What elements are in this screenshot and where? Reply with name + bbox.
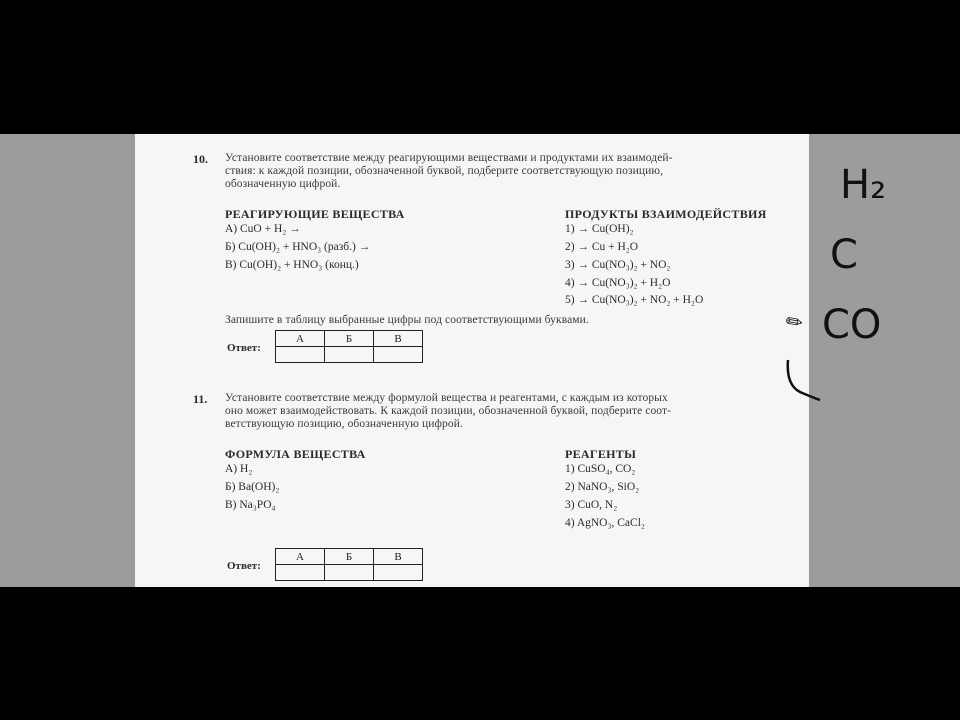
question-11-reagent-3: 3) CuO, N₂ bbox=[565, 499, 618, 511]
question-11-reagent-1: 1) CuSO₄, CO₂ bbox=[565, 463, 636, 475]
question-11-left-header: ФОРМУЛА ВЕЩЕСТВА bbox=[225, 447, 366, 461]
handwritten-c: C bbox=[830, 232, 858, 278]
answer-header-a: А bbox=[276, 549, 325, 565]
question-11-instruction-line-2: оно может взаимодействовать. К каждой позиции, обозначенной буквой, подберите соот- bbox=[225, 405, 672, 417]
question-11-formula-c: В) Na₃PO₄ bbox=[225, 499, 276, 511]
question-10-right-header: ПРОДУКТЫ ВЗАИМОДЕЙСТВИЯ bbox=[565, 207, 767, 221]
answer-header-b: Б bbox=[325, 549, 374, 565]
question-11-instruction-line-1: Установите соответствие между формулой вещества и реагентами, с каждым из которых bbox=[225, 392, 668, 404]
answer-cell-b[interactable] bbox=[325, 347, 374, 363]
answer-header-c: В bbox=[374, 331, 423, 347]
handwritten-h2: H₂ bbox=[840, 162, 887, 208]
question-10-instruction-line-1: Установите соответствие между реагирующими веществами и продуктами их взаимодей- bbox=[225, 152, 673, 164]
answer-header-a: А bbox=[276, 331, 325, 347]
question-10-instruction-line-2: ствия: к каждой позиции, обозначенной буквой, подберите соответствующую позицию, bbox=[225, 165, 664, 177]
question-10-answer-label: Ответ: bbox=[227, 342, 261, 354]
question-11-number: 11. bbox=[193, 392, 208, 406]
question-11-right-header: РЕАГЕНТЫ bbox=[565, 447, 637, 461]
answer-header-b: Б bbox=[325, 331, 374, 347]
question-10-product-2: 2) → Cu + H₂O bbox=[565, 241, 639, 253]
question-11-answer-table bbox=[275, 548, 423, 581]
question-11-reagent-2: 2) NaNO₃, SiO₂ bbox=[565, 481, 640, 493]
question-10-number: 10. bbox=[193, 152, 208, 166]
question-10-instruction-line-3: обозначенную цифрой. bbox=[225, 178, 341, 190]
question-10-table-instruction: Запишите в таблицу выбранные цифры под соответствующими буквами. bbox=[225, 314, 589, 326]
answer-cell-a[interactable] bbox=[276, 347, 325, 363]
question-10-product-5: 5) → Cu(NO₃)₂ + NO₂ + H₂O bbox=[565, 294, 704, 306]
answer-cell-b[interactable] bbox=[325, 565, 374, 581]
pen-stroke bbox=[780, 160, 900, 410]
question-10-reactant-b: Б) Cu(OH)₂ + HNO₃ (разб.) → bbox=[225, 241, 371, 253]
question-10-answer-table bbox=[275, 330, 423, 363]
question-10-reactant-c: В) Cu(OH)₂ + HNO₃ (конц.) bbox=[225, 259, 359, 271]
worksheet-page bbox=[135, 134, 809, 587]
question-10-product-3: 3) → Cu(NO₃)₂ + NO₂ bbox=[565, 259, 671, 271]
question-11-answer-label: Ответ: bbox=[227, 560, 261, 572]
question-10-product-1: 1) → Cu(OH)₂ bbox=[565, 223, 634, 235]
answer-cell-c[interactable] bbox=[374, 347, 423, 363]
handwritten-co: CO bbox=[822, 302, 882, 348]
question-11-formula-a: А) H₂ bbox=[225, 463, 253, 475]
question-11-formula-b: Б) Ba(OH)₂ bbox=[225, 481, 280, 493]
question-10-reactant-a: А) CuO + H₂ → bbox=[225, 223, 301, 235]
question-11-instruction-line-3: ветствующую позицию, обозначенную цифрой. bbox=[225, 418, 463, 430]
question-10-left-header: РЕАГИРУЮЩИЕ ВЕЩЕСТВА bbox=[225, 207, 405, 221]
answer-cell-c[interactable] bbox=[374, 565, 423, 581]
handwritten-annotations bbox=[780, 160, 900, 410]
question-10-product-4: 4) → Cu(NO₃)₂ + H₂O bbox=[565, 277, 671, 289]
answer-header-c: В bbox=[374, 549, 423, 565]
question-11-reagent-4: 4) AgNO₃, CaCl₂ bbox=[565, 517, 645, 529]
pencil-icon: ✎ bbox=[780, 307, 809, 337]
answer-cell-a[interactable] bbox=[276, 565, 325, 581]
